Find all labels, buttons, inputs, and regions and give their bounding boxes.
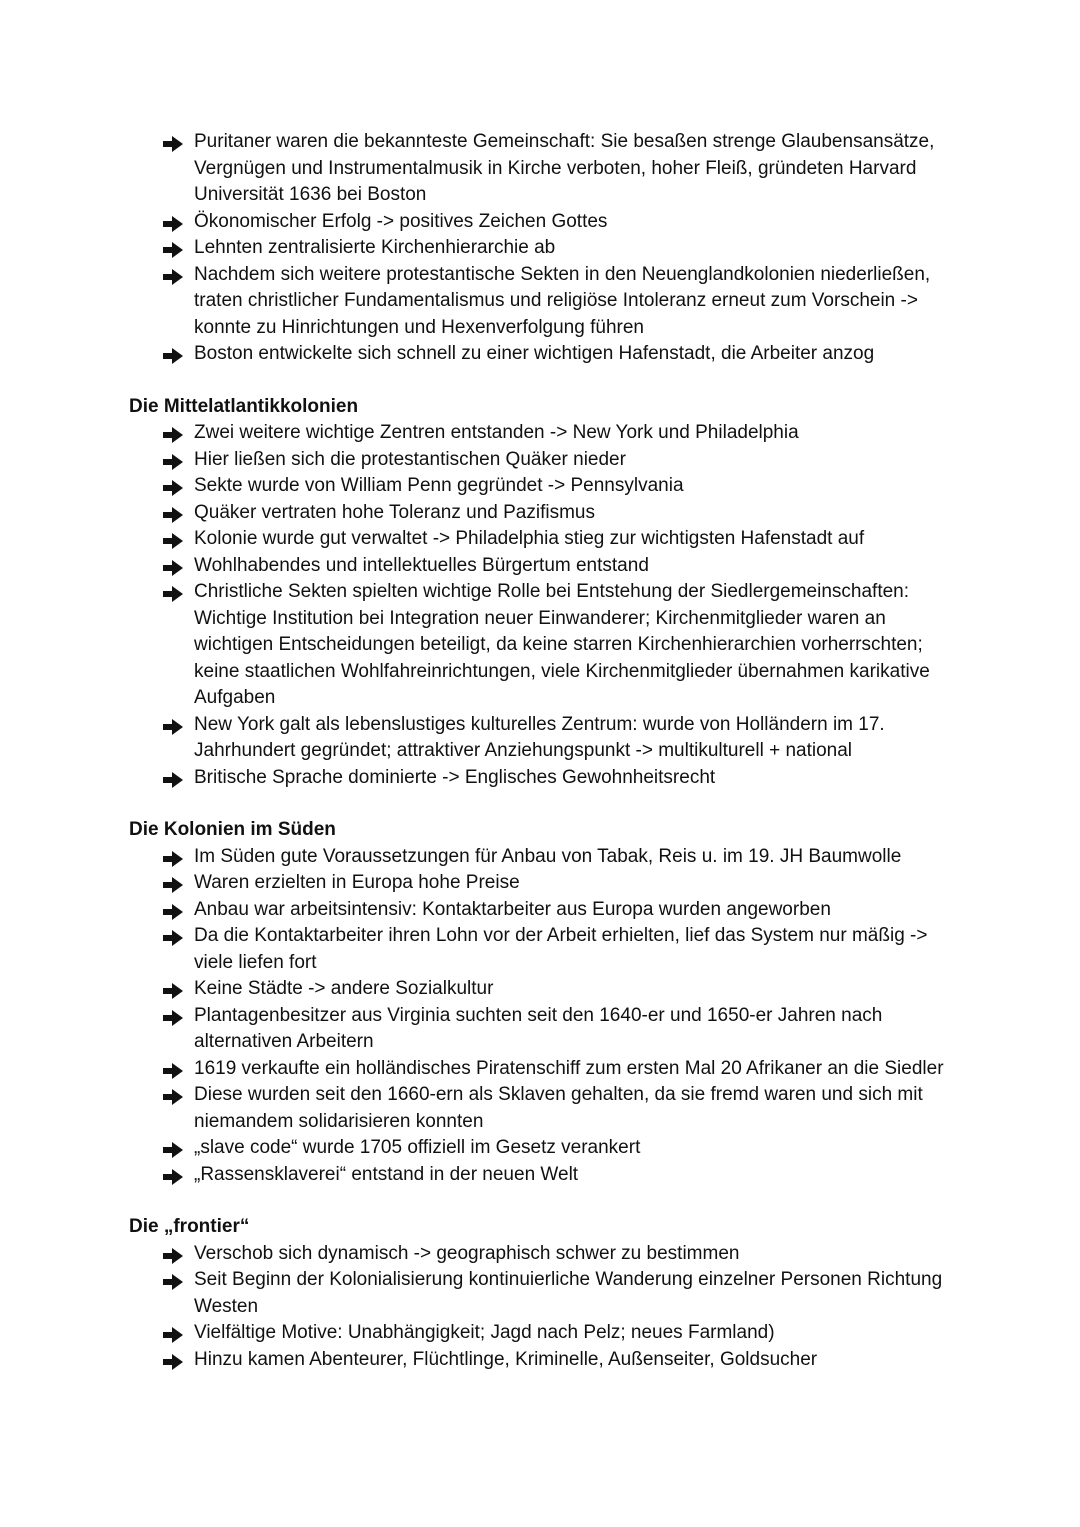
- section-heading: Die Mittelatlantikkolonien: [129, 395, 359, 417]
- list-item-text: Hinzu kamen Abenteurer, Flüchtlinge, Kriminelle, Außenseiter, Goldsucher: [194, 1348, 818, 1370]
- list-item-text: Sekte wurde von William Penn gegründet -> Pennsylvania: [194, 475, 684, 496]
- arrow-right-icon: [163, 1272, 183, 1288]
- list-item-text: Hier ließen sich die protestantischen Quäker nieder: [194, 448, 626, 470]
- arrow-right-icon: [163, 1246, 183, 1262]
- list-item-text: Waren erzielten in Europa hohe Preise: [194, 872, 520, 893]
- section-0: [129, 129, 959, 368]
- list-item-text: Wohlhabendes und intellektuelles Bürgertum entstand: [194, 554, 649, 576]
- bullet-list: [129, 420, 959, 791]
- arrow-right-icon: [163, 1008, 183, 1024]
- arrow-right-icon: [163, 134, 183, 150]
- arrow-right-icon: [163, 478, 183, 494]
- arrow-right-icon: [163, 770, 183, 786]
- list-item: [129, 976, 959, 1003]
- arrow-right-icon: [163, 717, 183, 733]
- list-item: [129, 1162, 959, 1189]
- list-item-text: New York galt als lebenslustiges kulturelles Zentrum: wurde von Holländern im 17. Jahrhundert gegründet; attraktiver Anziehungspunkt -> multikulturell + national: [194, 713, 885, 761]
- list-item-text: „slave code“ wurde 1705 offiziell im Gesetz verankert: [194, 1137, 641, 1158]
- section-1: [129, 394, 959, 792]
- arrow-right-icon: [163, 425, 183, 441]
- list-item: [129, 473, 959, 500]
- list-item: [129, 1003, 959, 1056]
- arrow-right-icon: [163, 1167, 183, 1183]
- arrow-right-icon: [163, 240, 183, 256]
- list-item-text: 1619 verkaufte ein holländisches Piratenschiff zum ersten Mal 20 Afrikaner an die Siedler: [194, 1057, 944, 1079]
- list-item-text: Puritaner waren die bekannteste Gemeinschaft: Sie besaßen strenge Glaubensansätze, Vergnügen und Instrumentalmusik in Kirche verboten, hoher Fleiß, gründeten Harvard Universität 1636 bei Boston: [194, 131, 935, 205]
- list-item: [129, 526, 959, 553]
- list-item-text: Lehnten zentralisierte Kirchenhierarchie ab: [194, 237, 556, 258]
- section-heading: Die Kolonien im Süden: [129, 819, 336, 840]
- list-item-text: Verschob sich dynamisch -> geographisch schwer zu bestimmen: [194, 1242, 740, 1264]
- list-item: [129, 447, 959, 474]
- list-item-text: Zwei weitere wichtige Zentren entstanden -> New York und Philadelphia: [194, 422, 799, 443]
- list-item-text: Seit Beginn der Kolonialisierung kontinuierliche Wanderung einzelner Personen Richtung Westen: [194, 1269, 943, 1317]
- arrow-right-icon: [163, 1140, 183, 1156]
- list-item-text: Quäker vertraten hohe Toleranz und Pazifismus: [194, 501, 595, 523]
- arrow-right-icon: [163, 928, 183, 944]
- list-item-text: „Rassensklaverei“ entstand in der neuen Welt: [194, 1163, 579, 1185]
- list-item: [129, 870, 959, 897]
- section-3: [129, 1214, 959, 1373]
- list-item: [129, 235, 959, 262]
- list-item-text: Im Süden gute Voraussetzungen für Anbau von Tabak, Reis u. im 19. JH Baumwolle: [194, 845, 902, 867]
- list-item: [129, 579, 959, 712]
- arrow-right-icon: [163, 902, 183, 918]
- section-2: [129, 817, 959, 1188]
- document-body: [129, 129, 959, 1373]
- arrow-right-icon: [163, 452, 183, 468]
- list-item-text: Nachdem sich weitere protestantische Sekten in den Neuenglandkolonien niederließen, traten christlicher Fundamentalismus und religiöse Intoleranz erneut zum Vorschein -> konnte zu Hinrichtungen und Hexenverfolgung führen: [194, 263, 931, 338]
- arrow-right-icon: [163, 981, 183, 997]
- list-item: [129, 1267, 959, 1320]
- list-item: [129, 341, 959, 368]
- list-item: [129, 1320, 959, 1347]
- list-item: [129, 262, 959, 342]
- list-item: [129, 500, 959, 527]
- list-item-text: Keine Städte -> andere Sozialkultur: [194, 978, 494, 999]
- bullet-list: [129, 1241, 959, 1374]
- list-item: [129, 1241, 959, 1268]
- arrow-right-icon: [163, 1087, 183, 1103]
- list-item-text: Christliche Sekten spielten wichtige Rolle bei Entstehung der Siedlergemeinschaften: Wichtige Institution bei Integration neuer Einwanderer; Kirchenmitglieder waren an wichtigen Entscheidungen beteiligt, da keine starren Kirchenhierarchien vorherrschten; keine staatlichen Wohlfahreinrichtungen, viele Kirchenmitglieder übernahmen karikative Aufgaben: [194, 581, 930, 708]
- list-item-text: Anbau war arbeitsintensiv: Kontaktarbeiter aus Europa wurden angeworben: [194, 898, 831, 920]
- arrow-right-icon: [163, 1352, 183, 1368]
- list-item: [129, 129, 959, 209]
- list-item: [129, 712, 959, 765]
- list-item-text: Britische Sprache dominierte -> Englisches Gewohnheitsrecht: [194, 766, 716, 788]
- list-item: [129, 209, 959, 236]
- list-item-text: Diese wurden seit den 1660-ern als Sklaven gehalten, da sie fremd waren und sich mit niemandem solidarisieren konnten: [194, 1084, 923, 1132]
- bullet-list: [129, 844, 959, 1189]
- list-item: [129, 1135, 959, 1162]
- bullet-list: [129, 129, 959, 368]
- list-item-text: Da die Kontaktarbeiter ihren Lohn vor der Arbeit erhielten, lief das System nur mäßig -> viele liefen fort: [194, 925, 928, 973]
- list-item: [129, 897, 959, 924]
- list-item-text: Kolonie wurde gut verwaltet -> Philadelphia stieg zur wichtigsten Hafenstadt auf: [194, 528, 865, 549]
- list-item-text: Vielfältige Motive: Unabhängigkeit; Jagd nach Pelz; neues Farmland): [194, 1322, 775, 1343]
- list-item: [129, 765, 959, 792]
- list-item-text: Plantagenbesitzer aus Virginia suchten seit den 1640-er und 1650-er Jahren nach alternativen Arbeitern: [194, 1004, 883, 1052]
- section-heading: Die „frontier“: [129, 1216, 250, 1237]
- list-item: [129, 1347, 959, 1374]
- list-item: [129, 844, 959, 871]
- list-item-text: Boston entwickelte sich schnell zu einer wichtigen Hafenstadt, die Arbeiter anzog: [194, 343, 875, 364]
- arrow-right-icon: [163, 505, 183, 521]
- list-item: [129, 420, 959, 447]
- list-item-text: Ökonomischer Erfolg -> positives Zeichen Gottes: [194, 210, 608, 232]
- arrow-right-icon: [163, 1061, 183, 1077]
- list-item: [129, 923, 959, 976]
- arrow-right-icon: [163, 531, 183, 547]
- list-item: [129, 553, 959, 580]
- arrow-right-icon: [163, 267, 183, 283]
- arrow-right-icon: [163, 875, 183, 891]
- arrow-right-icon: [163, 1325, 183, 1341]
- arrow-right-icon: [163, 584, 183, 600]
- arrow-right-icon: [163, 849, 183, 865]
- arrow-right-icon: [163, 558, 183, 574]
- arrow-right-icon: [163, 214, 183, 230]
- list-item: [129, 1056, 959, 1083]
- list-item: [129, 1082, 959, 1135]
- arrow-right-icon: [163, 346, 183, 362]
